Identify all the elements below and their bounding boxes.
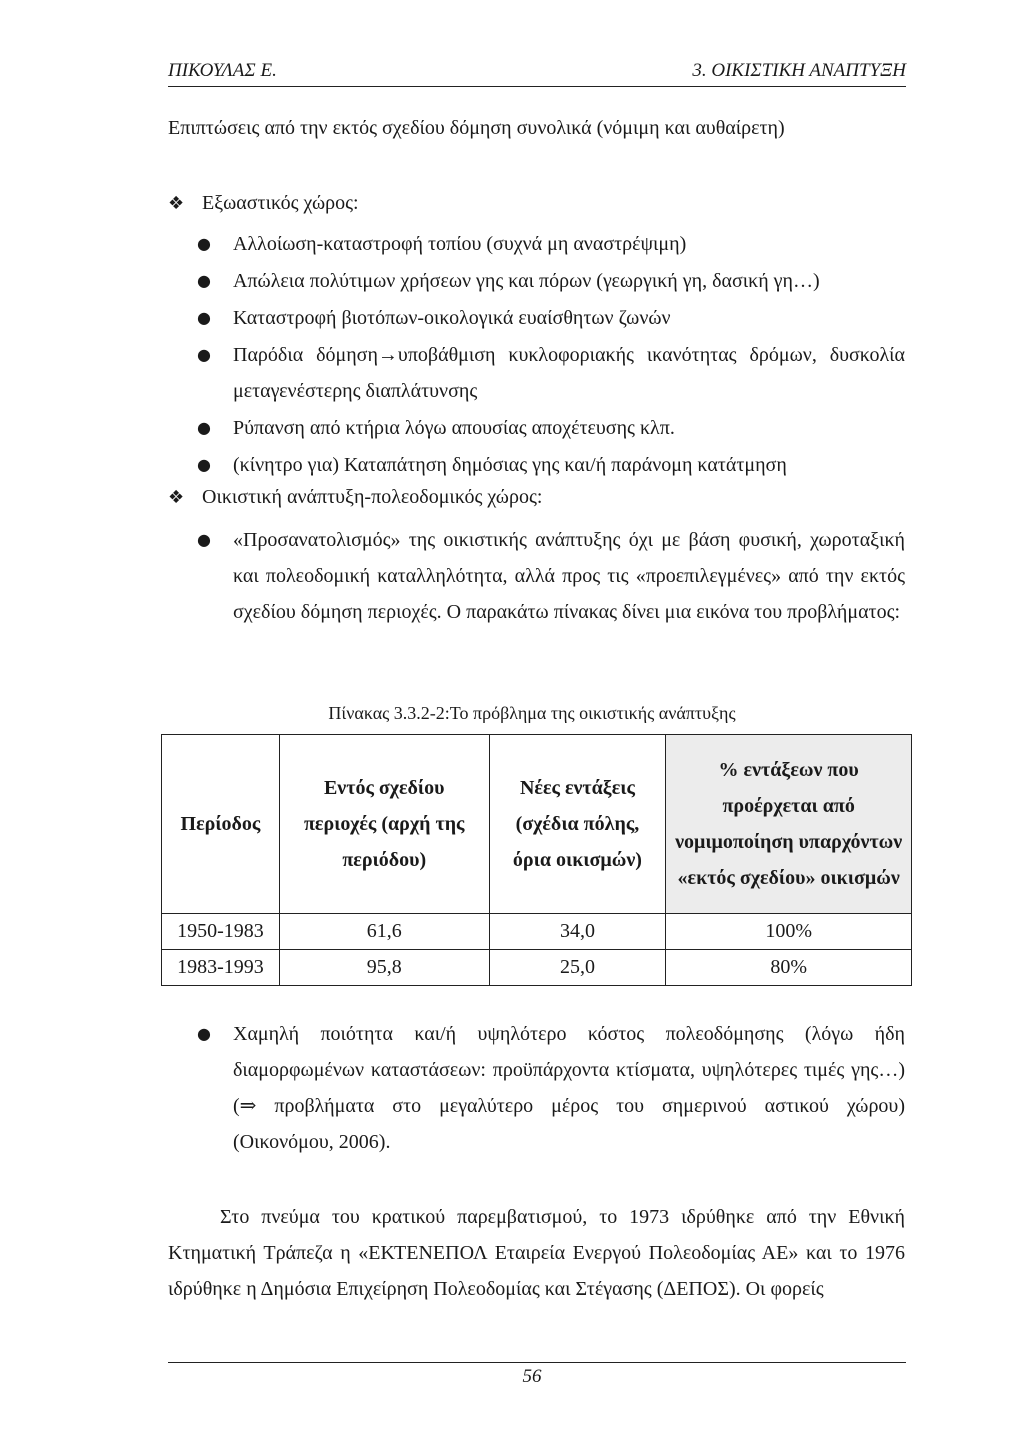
intro-heading: Επιπτώσεις από την εκτός σχεδίου δόμηση συνολικά (νόμιμη και αυθαίρετη) xyxy=(168,117,785,139)
table-caption: Πίνακας 3.3.2-2:Το πρόβλημα της οικιστικής ανάπτυξης xyxy=(328,703,736,723)
table-header-cell: Νέες εντάξεις (σχέδια πόλης, όρια οικισμών) xyxy=(489,735,666,914)
bullet-dot-icon xyxy=(197,226,211,262)
table-cell: 1950-1983 xyxy=(162,914,280,950)
bullet-dot-icon xyxy=(197,337,211,373)
table-cell: 34,0 xyxy=(489,914,666,950)
bullet-text: Αλλοίωση-καταστροφή τοπίου (συχνά μη αναστρέψιμη) xyxy=(233,233,687,255)
table-cell: 100% xyxy=(666,914,912,950)
table-header-cell: % εντάξεων που προέρχεται από νομιμοποίηση υπαρχόντων «εκτός σχεδίου» οικισμών xyxy=(666,735,912,914)
table-cell: 95,8 xyxy=(279,950,489,986)
header-chapter: 3. ΟΙΚΙΣΤΙΚΗ ΑΝΑΠΤΥΞΗ xyxy=(692,60,906,81)
diamond-bullet-icon xyxy=(168,193,194,214)
header-author: ΠΙΚΟΥΛΑΣ Ε. xyxy=(168,60,277,81)
bullet-dot-icon xyxy=(197,1016,211,1052)
bullet-item xyxy=(197,1016,905,1160)
table-header-cell: Εντός σχεδίου περιοχές (αρχή της περιόδου) xyxy=(279,735,489,914)
bullet-dot-icon xyxy=(197,447,211,483)
bullet-text: Ρύπανση από κτήρια λόγω απουσίας αποχέτευσης κλπ. xyxy=(233,417,675,439)
section-heading-oikistiki xyxy=(168,486,542,509)
body-paragraph: Στο πνεύμα του κρατικού παρεμβατισμού, το 1973 ιδρύθηκε από την Εθνική Κτηματική Τράπεζα η «ΕΚΤΕΝΕΠΟΛ Εταιρεία Ενεργού Πολεοδομίας ΑΕ» και το 1976 ιδρύθηκε η Δημόσια Επιχείρηση Πολεοδομίας και Στέγασης (ΔΕΠΟΣ). Οι φορείς xyxy=(168,1206,905,1300)
table-cell: 61,6 xyxy=(279,914,489,950)
bullet-text: Απώλεια πολύτιμων χρήσεων γης και πόρων (γεωργική γη, δασική γη…) xyxy=(233,270,820,292)
table-header-row xyxy=(162,735,912,914)
table-header-cell: Περίοδος xyxy=(162,735,280,914)
bullet-text: Χαμηλή ποιότητα και/ή υψηλότερο κόστος πολεοδόμησης (λόγω ήδη διαμορφωμένων καταστάσεων: προϋπάρχοντα κτίσματα, υψηλότερες τιμές γης…) (⇒ προβλήματα στο μεγαλύτερο μέρος του σημερινού αστικού χώρου) (Οικονόμου, 2006). xyxy=(233,1023,905,1153)
bullet-item xyxy=(197,226,905,262)
section-heading-exoastikos xyxy=(168,192,359,215)
bullet-item xyxy=(197,447,905,483)
bullet-text: Παρόδια δόμηση→υποβάθμιση κυκλοφοριακής ικανότητας δρόμων, δυσκολία μεταγενέστερης διαπλάτυνσης xyxy=(233,344,905,402)
bullet-text: (κίνητρο για) Καταπάτηση δημόσιας γης και/ή παράνομη κατάτμηση xyxy=(233,454,787,476)
data-table xyxy=(161,734,912,986)
table-cell: 80% xyxy=(666,950,912,986)
bullet-item xyxy=(197,300,905,336)
section-title: Οικιστική ανάπτυξη-πολεοδομικός χώρος: xyxy=(202,486,543,508)
bullet-dot-icon xyxy=(197,522,211,558)
bullet-dot-icon xyxy=(197,300,211,336)
table-row xyxy=(162,950,912,986)
bullet-text: «Προσανατολισμός» της οικιστικής ανάπτυξης όχι με βάση φυσική, χωροταξική και πολεοδομική καταλληλότητα, αλλά προς τις «προεπιλεγμένες» από την εκτός σχεδίου δόμηση περιοχές. Ο παρακάτω πίνακας δίνει μια εικόνα του προβλήματος: xyxy=(233,529,905,623)
table-cell: 25,0 xyxy=(489,950,666,986)
bullet-item xyxy=(197,410,905,446)
bullet-item xyxy=(197,522,905,630)
table-row xyxy=(162,914,912,950)
bullet-text: Καταστροφή βιοτόπων-οικολογικά ευαίσθητων ζωνών xyxy=(233,307,671,329)
bullet-item xyxy=(197,337,905,409)
bullet-item xyxy=(197,263,905,299)
footer-rule xyxy=(168,1362,906,1363)
bullet-dot-icon xyxy=(197,263,211,299)
page-number: 56 xyxy=(522,1366,542,1387)
section-title: Εξωαστικός χώρος: xyxy=(202,192,359,214)
diamond-bullet-icon xyxy=(168,487,194,508)
bullet-dot-icon xyxy=(197,410,211,446)
table-cell: 1983-1993 xyxy=(162,950,280,986)
running-header xyxy=(168,58,906,87)
